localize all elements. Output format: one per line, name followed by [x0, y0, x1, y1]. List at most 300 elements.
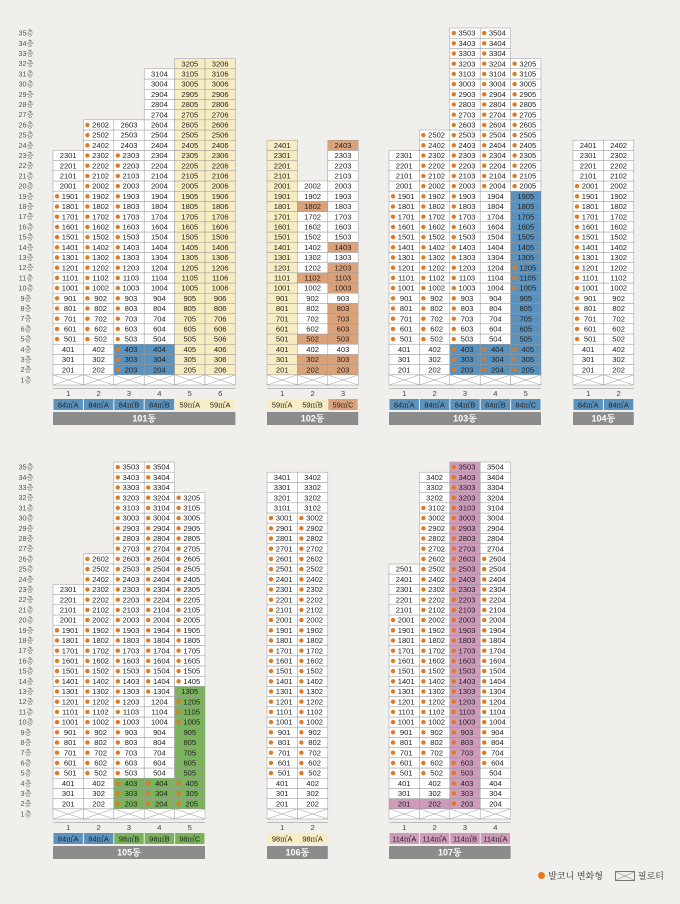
- unit-number: 3203: [122, 493, 140, 503]
- unit-number: 402: [612, 344, 625, 354]
- unit-number: 1002: [428, 717, 446, 727]
- unit-number: 2401: [275, 574, 293, 584]
- unit-number: 1002: [610, 283, 628, 293]
- unit-number: 204: [491, 365, 504, 375]
- balcony-dot: [116, 547, 120, 551]
- balcony-dot: [452, 235, 456, 239]
- unit-number: 2101: [395, 171, 413, 181]
- unit-number: 1104: [151, 273, 168, 283]
- piloti-cell: [389, 375, 419, 385]
- balcony-dot: [421, 235, 425, 239]
- unit-number: 1205: [181, 263, 199, 273]
- unit-number: 3204: [152, 493, 170, 503]
- unit-number: 3303: [458, 483, 476, 493]
- balcony-dot: [116, 802, 120, 806]
- balcony-dot: [269, 516, 273, 520]
- unit-number: 902: [430, 727, 443, 737]
- unit-number: 1102: [428, 273, 445, 283]
- unit-number: 406: [213, 344, 227, 354]
- unit-number: 1905: [517, 191, 535, 201]
- unit-number: 2703: [122, 544, 140, 554]
- balcony-dot: [176, 516, 180, 520]
- floor-label: 35층: [18, 28, 34, 38]
- unit-number: 601: [399, 758, 413, 768]
- line-number: 1: [402, 823, 407, 832]
- unit-number: 3102: [304, 503, 322, 513]
- unit-number: 2203: [334, 161, 352, 171]
- balcony-dot: [116, 506, 120, 510]
- balcony-dot: [421, 577, 425, 581]
- balcony-dot: [452, 92, 456, 96]
- balcony-dot: [421, 143, 425, 147]
- balcony-dot: [299, 761, 303, 765]
- balcony-dot: [116, 465, 120, 469]
- balcony-dot: [85, 740, 89, 744]
- unit-number: 1301: [581, 253, 599, 263]
- balcony-dot: [452, 689, 456, 693]
- unit-number: 2804: [486, 534, 504, 544]
- unit-type-label: 84㎡C: [515, 400, 537, 410]
- unit-number: 1101: [274, 273, 291, 283]
- unit-number: 1803: [458, 636, 476, 646]
- balcony-dot: [85, 700, 89, 704]
- floor-label: 14층: [18, 676, 34, 686]
- balcony-dot: [421, 659, 425, 663]
- unit-number: 902: [612, 293, 625, 303]
- balcony-dot: [452, 465, 456, 469]
- unit-number: 1501: [61, 666, 79, 676]
- unit-number: 2501: [395, 564, 413, 574]
- balcony-dot: [299, 628, 303, 632]
- unit-number: 1604: [488, 656, 506, 666]
- balcony-dot: [421, 317, 425, 321]
- unit-number: 1805: [517, 202, 535, 212]
- unit-number: 3503: [122, 462, 140, 472]
- unit-number: 2201: [395, 595, 413, 605]
- balcony-dot: [482, 184, 486, 188]
- unit-number: 202: [306, 799, 319, 809]
- unit-number: 903: [336, 293, 350, 303]
- balcony-dot: [85, 194, 89, 198]
- balcony-dot: [391, 679, 395, 683]
- unit-number: 803: [124, 738, 138, 748]
- balcony-dot: [176, 506, 180, 510]
- balcony-dot: [421, 649, 425, 653]
- unit-number: 1803: [334, 202, 352, 212]
- balcony-dot: [55, 751, 59, 755]
- floor-label: 3층: [20, 355, 32, 364]
- unit-number: 602: [94, 324, 107, 334]
- unit-number: 2503: [120, 130, 138, 140]
- unit-number: 2906: [211, 89, 229, 99]
- unit-number: 1106: [212, 273, 229, 283]
- unit-number: 2002: [92, 181, 110, 191]
- unit-number: 1503: [122, 666, 140, 676]
- unit-number: 3006: [211, 79, 229, 89]
- balcony-dot: [482, 347, 486, 351]
- floor-label: 26층: [18, 120, 34, 130]
- unit-number: 804: [491, 738, 504, 748]
- balcony-dot: [116, 245, 120, 249]
- balcony-dot: [452, 82, 456, 86]
- unit-number: 1706: [211, 212, 229, 222]
- balcony-dot: [482, 113, 486, 117]
- unit-number: 1303: [122, 253, 140, 263]
- unit-number: 3404: [152, 472, 170, 482]
- unit-number: 1504: [488, 666, 506, 676]
- unit-number: 1003: [122, 283, 140, 293]
- balcony-dot: [116, 327, 120, 331]
- balcony-dot: [85, 771, 89, 775]
- balcony-dot: [512, 82, 516, 86]
- balcony-dot: [116, 276, 120, 280]
- unit-number: 1802: [92, 636, 110, 646]
- balcony-dot: [146, 496, 150, 500]
- unit-number: 2003: [334, 181, 352, 191]
- unit-number: 2703: [458, 544, 476, 554]
- unit-number: 2605: [519, 120, 537, 130]
- balcony-dot: [116, 215, 120, 219]
- unit-number: 2503: [458, 564, 476, 574]
- unit-number: 1902: [428, 191, 446, 201]
- unit-number: 403: [336, 344, 350, 354]
- balcony-dot: [512, 143, 516, 147]
- unit-number: 3103: [122, 503, 140, 513]
- unit-number: 602: [430, 324, 443, 334]
- balcony-dot: [55, 649, 59, 653]
- balcony-dot: [452, 266, 456, 270]
- balcony-dot: [391, 245, 395, 249]
- balcony-dot: [269, 638, 273, 642]
- unit-number: 901: [63, 293, 77, 303]
- unit-number: 604: [153, 758, 166, 768]
- unit-number: 2204: [152, 595, 170, 605]
- building-103동: [389, 28, 541, 425]
- unit-number: 1501: [273, 232, 291, 242]
- unit-number: 1201: [581, 263, 599, 273]
- unit-number: 2002: [428, 181, 446, 191]
- unit-number: 1705: [517, 212, 535, 222]
- unit-number: 2606: [211, 120, 229, 130]
- piloti-cell: [328, 375, 358, 385]
- balcony-dot: [176, 618, 180, 622]
- unit-number: 2501: [275, 564, 293, 574]
- balcony-dot: [421, 184, 425, 188]
- unit-type-label: 98㎡A: [302, 834, 323, 844]
- balcony-dot: [146, 526, 150, 530]
- unit-number: 2605: [181, 120, 199, 130]
- balcony-dot: [391, 730, 395, 734]
- balcony-dot: [85, 649, 89, 653]
- balcony-dot: [85, 174, 89, 178]
- unit-number: 2005: [181, 181, 199, 191]
- unit-number: 405: [185, 778, 199, 788]
- unit-number: 2503: [458, 130, 476, 140]
- balcony-dot: [482, 751, 486, 755]
- balcony-dot: [452, 791, 456, 795]
- unit-number: 3503: [458, 462, 476, 472]
- balcony-dot: [269, 689, 273, 693]
- balcony-dot: [85, 286, 89, 290]
- balcony-dot: [299, 547, 303, 551]
- unit-number: 602: [308, 758, 321, 768]
- balcony-dot: [269, 771, 273, 775]
- unit-number: 3302: [426, 483, 444, 493]
- unit-number: 301: [275, 355, 289, 365]
- unit-number: 2404: [488, 574, 506, 584]
- balcony-dot: [452, 577, 456, 581]
- balcony-dot: [482, 82, 486, 86]
- unit-number: 503: [460, 768, 474, 778]
- unit-number: 1803: [458, 202, 476, 212]
- line-number: 1: [66, 389, 71, 398]
- unit-number: 302: [306, 789, 319, 799]
- balcony-dot: [176, 526, 180, 530]
- balcony-dot: [575, 337, 579, 341]
- unit-number: 1703: [458, 212, 476, 222]
- unit-number: 1102: [304, 273, 321, 283]
- balcony-dot: [269, 720, 273, 724]
- balcony-dot: [85, 557, 89, 561]
- unit-type-label: 59㎡A: [179, 400, 201, 410]
- unit-number: 1202: [92, 697, 110, 707]
- unit-number: 2405: [519, 140, 537, 150]
- balcony-dot: [421, 327, 425, 331]
- unit-number: 1201: [61, 263, 79, 273]
- unit-number: 2006: [211, 181, 229, 191]
- piloti-cell: [83, 809, 113, 819]
- balcony-dot: [421, 286, 425, 290]
- balcony-dot: [452, 751, 456, 755]
- balcony-dot: [452, 153, 456, 157]
- unit-number: 2306: [211, 151, 229, 161]
- unit-number: 802: [94, 738, 107, 748]
- balcony-dot: [452, 781, 456, 785]
- balcony-dot: [269, 669, 273, 673]
- floor-label: 11층: [18, 273, 34, 283]
- unit-number: 2602: [92, 120, 110, 130]
- balcony-dot: [116, 184, 120, 188]
- unit-number: 1903: [458, 191, 476, 201]
- line-number: 4: [493, 823, 498, 832]
- balcony-dot: [146, 618, 150, 622]
- unit-type-label: 114㎡A: [422, 834, 447, 844]
- unit-number: 2103: [122, 171, 140, 181]
- unit-number: 304: [153, 355, 166, 365]
- unit-number: 2405: [181, 140, 199, 150]
- balcony-dot: [452, 475, 456, 479]
- balcony-dot: [452, 31, 456, 35]
- unit-number: 2504: [488, 564, 506, 574]
- balcony-dot: [482, 153, 486, 157]
- line-number: 1: [402, 389, 407, 398]
- unit-number: 1101: [62, 707, 79, 717]
- unit-number: 2204: [150, 161, 168, 171]
- balcony-dot: [116, 608, 120, 612]
- unit-number: 1703: [334, 212, 352, 222]
- unit-number: 1804: [150, 202, 168, 212]
- floor-label: 27층: [18, 544, 34, 554]
- line-number: 3: [126, 823, 132, 832]
- balcony-dot: [55, 255, 59, 259]
- balcony-dot: [421, 689, 425, 693]
- unit-number: 403: [460, 344, 474, 354]
- balcony-dot: [55, 710, 59, 714]
- balcony-dot: [452, 506, 456, 510]
- unit-number: 2805: [183, 534, 201, 544]
- balcony-dot: [85, 184, 89, 188]
- unit-number: 901: [399, 727, 413, 737]
- unit-number: 601: [583, 324, 597, 334]
- unit-number: 3402: [426, 472, 444, 482]
- unit-number: 601: [277, 758, 291, 768]
- unit-number: 2403: [334, 140, 352, 150]
- balcony-dot: [512, 102, 516, 106]
- balcony-dot: [482, 730, 486, 734]
- unit-number: 1805: [181, 202, 199, 212]
- balcony-dot: [269, 618, 273, 622]
- unit-type-label: 114㎡A: [392, 834, 417, 844]
- unit-number: 1501: [397, 232, 415, 242]
- unit-number: 1301: [275, 687, 293, 697]
- balcony-dot: [146, 781, 150, 785]
- unit-number: 2301: [395, 585, 413, 595]
- balcony-dot: [482, 31, 486, 35]
- balcony-dot: [269, 598, 273, 602]
- unit-number: 1906: [211, 191, 229, 201]
- balcony-dot: [55, 720, 59, 724]
- unit-number: 403: [124, 344, 138, 354]
- unit-number: 1601: [397, 656, 415, 666]
- unit-number: 1705: [181, 212, 199, 222]
- balcony-dot: [452, 669, 456, 673]
- unit-number: 3504: [486, 462, 504, 472]
- balcony-dot: [176, 781, 180, 785]
- unit-number: 2903: [122, 523, 140, 533]
- balcony-dot: [452, 327, 456, 331]
- unit-number: 702: [430, 314, 443, 324]
- unit-number: 1902: [610, 191, 628, 201]
- balcony-dot: [299, 638, 303, 642]
- unit-number: 901: [63, 727, 77, 737]
- unit-number: 306: [213, 355, 227, 365]
- unit-number: 2205: [519, 161, 537, 171]
- unit-number: 504: [153, 768, 166, 778]
- building-name: 106동: [285, 847, 310, 858]
- balcony-dot: [421, 730, 425, 734]
- unit-number: 2304: [152, 585, 170, 595]
- balcony-dot: [391, 255, 395, 259]
- balcony-dot: [116, 174, 120, 178]
- balcony-dot: [452, 516, 456, 520]
- balcony-dot: [85, 204, 89, 208]
- unit-number: 1501: [581, 232, 599, 242]
- floor-label: 9층: [20, 293, 32, 303]
- unit-number: 1403: [122, 676, 140, 686]
- unit-number: 1301: [61, 253, 79, 263]
- unit-number: 1904: [486, 191, 504, 201]
- unit-number: 1704: [486, 212, 504, 222]
- unit-number: 1602: [428, 656, 446, 666]
- unit-number: 1501: [61, 232, 79, 242]
- balcony-dot: [452, 608, 456, 612]
- unit-number: 1102: [428, 707, 445, 717]
- balcony-dot: [421, 536, 425, 540]
- balcony-dot: [55, 700, 59, 704]
- balcony-dot: [452, 368, 456, 372]
- unit-number: 1805: [183, 636, 201, 646]
- balcony-dot: [269, 700, 273, 704]
- legend-piloti-label: 필로티: [637, 871, 664, 881]
- unit-number: 3005: [183, 513, 201, 523]
- unit-number: 502: [94, 334, 107, 344]
- unit-number: 404: [155, 778, 168, 788]
- unit-number: 1602: [304, 222, 322, 232]
- balcony-dot: [299, 751, 303, 755]
- unit-number: 1002: [304, 283, 322, 293]
- unit-number: 1003: [458, 717, 476, 727]
- unit-number: 301: [397, 355, 411, 365]
- balcony-dot: [116, 496, 120, 500]
- balcony-dot: [575, 317, 579, 321]
- unit-number: 1701: [61, 646, 79, 656]
- building-name: 105동: [117, 847, 141, 858]
- floor-label: 19층: [18, 191, 34, 201]
- balcony-dot: [85, 730, 89, 734]
- unit-number: 803: [460, 304, 474, 314]
- unit-number: 1202: [92, 263, 110, 273]
- unit-number: 2303: [122, 585, 140, 595]
- balcony-dot: [512, 153, 516, 157]
- balcony-dot: [575, 184, 579, 188]
- unit-number: 302: [92, 355, 105, 365]
- balcony-dot: [269, 608, 273, 612]
- balcony-dot: [299, 679, 303, 683]
- unit-number: 305: [521, 355, 535, 365]
- balcony-dot: [146, 475, 150, 479]
- unit-number: 2603: [458, 120, 476, 130]
- unit-number: 902: [94, 293, 107, 303]
- balcony-dot: [85, 245, 89, 249]
- unit-number: 2101: [275, 605, 293, 615]
- balcony-dot: [421, 516, 425, 520]
- unit-number: 802: [612, 304, 625, 314]
- unit-number: 2104: [488, 605, 506, 615]
- unit-number: 704: [153, 748, 166, 758]
- balcony-dot: [512, 113, 516, 117]
- unit-number: 2603: [120, 120, 138, 130]
- unit-number: 2104: [150, 171, 168, 181]
- balcony-dot: [575, 266, 579, 270]
- balcony-dot: [512, 266, 516, 270]
- unit-number: 1004: [150, 717, 168, 727]
- balcony-dot: [512, 92, 516, 96]
- balcony-dot: [421, 194, 425, 198]
- building-107동: [389, 462, 511, 859]
- unit-number: 2404: [150, 140, 168, 150]
- unit-number: 2305: [181, 151, 199, 161]
- balcony-dot: [421, 618, 425, 622]
- balcony-dot: [575, 204, 579, 208]
- balcony-dot: [452, 164, 456, 168]
- unit-number: 2804: [152, 534, 170, 544]
- line-number: 2: [616, 389, 621, 398]
- balcony-dot: [146, 802, 150, 806]
- unit-number: 2401: [579, 140, 597, 150]
- balcony-dot: [452, 679, 456, 683]
- balcony-dot: [116, 669, 120, 673]
- unit-number: 2505: [519, 130, 537, 140]
